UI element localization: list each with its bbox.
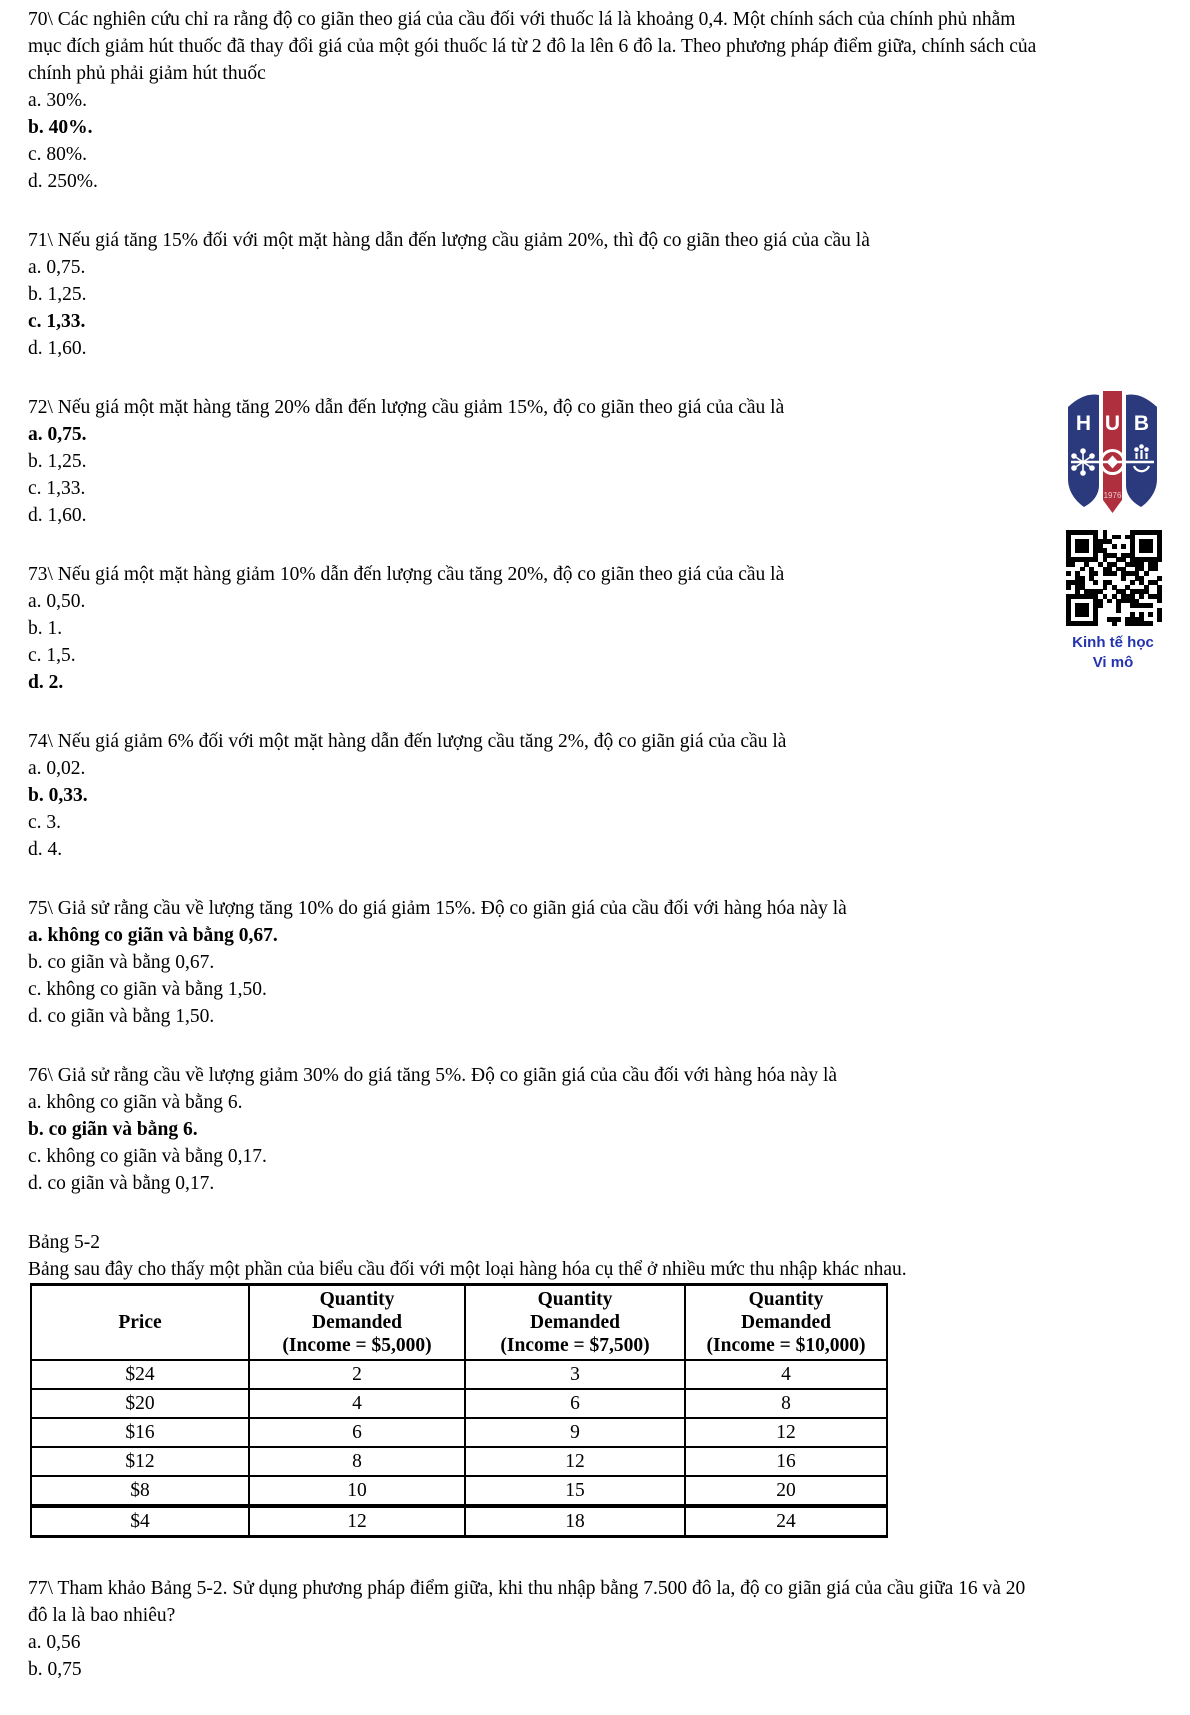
col-header-price: Price — [31, 1285, 249, 1361]
cell-qd: 9 — [465, 1418, 685, 1447]
logo-letter-h: H — [1075, 412, 1092, 435]
cell-qd: 15 — [465, 1476, 685, 1506]
hub-logo-block — [1063, 383, 1163, 671]
option-d: d. 4. — [28, 839, 63, 860]
option-d: d. 1,60. — [28, 505, 87, 526]
cell-qd: 2 — [249, 1360, 465, 1389]
option-a: a. 0,75. — [28, 257, 86, 278]
cell-price: $24 — [31, 1360, 249, 1389]
question-text: 76\ Giả sử rằng cầu về lượng giảm 30% do giá tăng 5%. Độ co giãn giá của cầu đối với hàng hóa này là — [28, 1065, 838, 1086]
question-75 — [28, 895, 1040, 1030]
hub-university-logo — [1065, 383, 1160, 515]
option-c: c. 3. — [28, 812, 62, 833]
question-70 — [28, 6, 1040, 195]
table-row — [31, 1447, 887, 1476]
table-row — [31, 1360, 887, 1389]
cell-qd: 6 — [249, 1418, 465, 1447]
course-caption-line1: Kinh tế học — [1072, 634, 1154, 651]
cell-qd: 12 — [249, 1506, 465, 1537]
demand-schedule-table — [30, 1283, 888, 1538]
logo-year: 1976 — [1103, 491, 1122, 500]
option-c: c. 1,5. — [28, 645, 76, 666]
cell-qd: 12 — [685, 1418, 887, 1447]
option-d: d. co giãn và bằng 1,50. — [28, 1006, 215, 1027]
logo-letter-u: U — [1104, 412, 1121, 435]
logo-letter-b: B — [1133, 412, 1150, 435]
option-b: b. 0,75 — [28, 1659, 82, 1680]
course-caption — [1053, 633, 1173, 673]
question-text: 77\ Tham khảo Bảng 5-2. Sử dụng phương pháp điểm giữa, khi thu nhập bằng 7.500 đô la, độ co giãn giá của cầu giữa 16 và 20 đô la là bao nhiêu? — [28, 1578, 1026, 1626]
option-c: c. 1,33. — [28, 311, 86, 332]
option-b: b. 1,25. — [28, 451, 87, 472]
option-b: b. 40%. — [28, 117, 93, 138]
option-d: d. 250%. — [28, 171, 98, 192]
option-a: a. 30%. — [28, 90, 88, 111]
option-a: a. 0,75. — [28, 424, 87, 445]
option-a: a. 0,50. — [28, 591, 86, 612]
question-71 — [28, 227, 1040, 362]
col-header-qd-5000: Quantity Demanded (Income = $5,000) — [249, 1285, 465, 1361]
table-section — [28, 1229, 1040, 1538]
table-row — [31, 1506, 887, 1537]
option-a: a. không co giãn và bằng 0,67. — [28, 925, 278, 946]
table-title: Bảng 5-2 — [28, 1232, 101, 1253]
course-caption-line2: Vi mô — [1092, 654, 1134, 671]
table-header-row — [31, 1285, 887, 1361]
cell-qd: 24 — [685, 1506, 887, 1537]
option-c: c. không co giãn và bằng 0,17. — [28, 1146, 267, 1167]
option-b: b. co giãn và bằng 6. — [28, 1119, 198, 1140]
cell-qd: 4 — [685, 1360, 887, 1389]
option-a: a. 0,02. — [28, 758, 86, 779]
option-b: b. 1,25. — [28, 284, 87, 305]
question-text: 70\ Các nghiên cứu chỉ ra rằng độ co giãn theo giá của cầu đối với thuốc lá là khoảng 0,4. Một chính sách của chính phủ nhằm mục đích giảm hút thuốc đã thay đổi giá của một gói thuốc lá từ 2 đô la lên 6 đô la. Theo phương pháp điểm giữa, chính sách của chính phủ phải giảm hút thuốc — [28, 9, 1037, 84]
cell-qd: 18 — [465, 1506, 685, 1537]
cell-qd: 8 — [685, 1389, 887, 1418]
option-c: c. không co giãn và bằng 1,50. — [28, 979, 267, 1000]
option-d: d. co giãn và bằng 0,17. — [28, 1173, 215, 1194]
question-73 — [28, 561, 1040, 696]
cell-qd: 12 — [465, 1447, 685, 1476]
option-a: a. 0,56 — [28, 1632, 81, 1653]
cell-price: $12 — [31, 1447, 249, 1476]
cell-qd: 8 — [249, 1447, 465, 1476]
cell-price: $16 — [31, 1418, 249, 1447]
qr-code — [1066, 530, 1162, 626]
question-text: 71\ Nếu giá tăng 15% đối với một mặt hàng dẫn đến lượng cầu giảm 20%, thì độ co giãn theo giá của cầu là — [28, 230, 870, 251]
option-a: a. không co giãn và bằng 6. — [28, 1092, 243, 1113]
table-caption: Bảng sau đây cho thấy một phần của biểu cầu đối với một loại hàng hóa cụ thể ở nhiều mức thu nhập khác nhau. — [28, 1259, 907, 1280]
question-74 — [28, 728, 1040, 863]
option-c: c. 80%. — [28, 144, 88, 165]
table-row — [31, 1389, 887, 1418]
document-body — [28, 6, 1040, 1715]
cell-price: $4 — [31, 1506, 249, 1537]
option-c: c. 1,33. — [28, 478, 86, 499]
question-77 — [28, 1575, 1040, 1683]
question-text: 74\ Nếu giá giảm 6% đối với một mặt hàng dẫn đến lượng cầu tăng 2%, độ co giãn giá của cầu là — [28, 731, 787, 752]
cell-qd: 4 — [249, 1389, 465, 1418]
question-text: 73\ Nếu giá một mặt hàng giảm 10% dẫn đến lượng cầu tăng 20%, độ co giãn theo giá của cầu là — [28, 564, 785, 585]
cell-qd: 6 — [465, 1389, 685, 1418]
cell-qd: 10 — [249, 1476, 465, 1506]
question-76 — [28, 1062, 1040, 1197]
table-row — [31, 1476, 887, 1506]
cell-qd: 20 — [685, 1476, 887, 1506]
option-b: b. 0,33. — [28, 785, 88, 806]
option-d: d. 2. — [28, 672, 64, 693]
col-header-qd-7500: Quantity Demanded (Income = $7,500) — [465, 1285, 685, 1361]
cell-qd: 3 — [465, 1360, 685, 1389]
option-b: b. co giãn và bằng 0,67. — [28, 952, 215, 973]
option-b: b. 1. — [28, 618, 63, 639]
question-text: 72\ Nếu giá một mặt hàng tăng 20% dẫn đến lượng cầu giảm 15%, độ co giãn theo giá của cầu là — [28, 397, 785, 418]
cell-price: $20 — [31, 1389, 249, 1418]
option-d: d. 1,60. — [28, 338, 87, 359]
table-row — [31, 1418, 887, 1447]
col-header-qd-10000: Quantity Demanded (Income = $10,000) — [685, 1285, 887, 1361]
cell-price: $8 — [31, 1476, 249, 1506]
cell-qd: 16 — [685, 1447, 887, 1476]
question-72 — [28, 394, 1040, 529]
question-text: 75\ Giả sử rằng cầu về lượng tăng 10% do giá giảm 15%. Độ co giãn giá của cầu đối với hàng hóa này là — [28, 898, 847, 919]
